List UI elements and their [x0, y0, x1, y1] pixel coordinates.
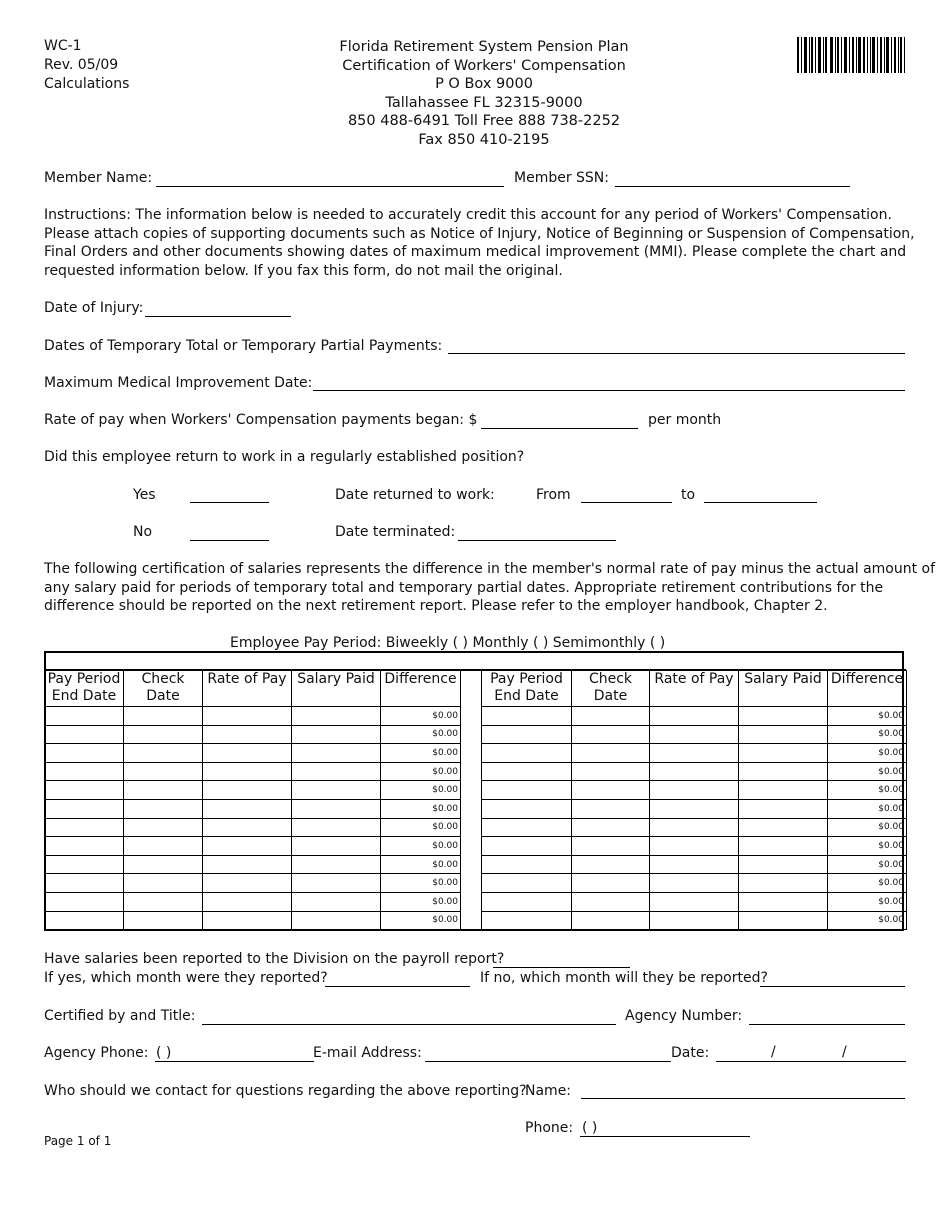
- pay-period-end-date-cell[interactable]: [45, 892, 124, 911]
- check-date-cell[interactable]: [572, 874, 650, 893]
- pay-period-end-date-cell[interactable]: [482, 911, 572, 930]
- check-date-cell[interactable]: [572, 744, 650, 763]
- header-address-1: P O Box 9000: [435, 76, 533, 93]
- salary-paid-cell[interactable]: [739, 725, 828, 744]
- column-header-text: Pay Period: [47, 671, 121, 687]
- difference-cell[interactable]: $0.00: [381, 762, 461, 781]
- salary-paid-cell[interactable]: [292, 725, 381, 744]
- rate-of-pay-cell[interactable]: [203, 781, 292, 800]
- column-header: [381, 671, 461, 707]
- salary-paid-cell[interactable]: [739, 707, 828, 726]
- table-row: [45, 855, 461, 874]
- agency-number-field[interactable]: [749, 1024, 905, 1025]
- pay-period-end-date-cell[interactable]: [45, 837, 124, 856]
- header-address-2: Tallahassee FL 32315-9000: [385, 94, 583, 111]
- column-header: [828, 671, 907, 707]
- difference-cell[interactable]: $0.00: [828, 707, 907, 726]
- pay-period-end-date-cell[interactable]: [45, 799, 124, 818]
- date-label: Date:: [671, 1045, 710, 1061]
- column-header-text: Date: [593, 688, 628, 704]
- table-row: [482, 744, 907, 763]
- pay-period-end-date-cell[interactable]: [45, 744, 124, 763]
- table-row: [482, 892, 907, 911]
- agency-phone-paren: ( ): [156, 1045, 172, 1061]
- salary-paid-cell[interactable]: [292, 874, 381, 893]
- instructions-line: requested information below. If you fax this form, do not mail the original.: [44, 262, 563, 279]
- rate-of-pay-cell[interactable]: [650, 725, 739, 744]
- rate-of-pay-cell[interactable]: [650, 744, 739, 763]
- date-returned-label: Date returned to work:: [335, 487, 495, 503]
- header-phone: 850 488-6491 Toll Free 888 738-2252: [347, 113, 621, 130]
- yes-label: Yes: [133, 487, 156, 503]
- instructions-line: Instructions: The information below is needed to accurately credit this account for any period of Workers' Compensation.: [44, 207, 892, 223]
- check-date-cell[interactable]: [572, 799, 650, 818]
- table-row: [45, 892, 461, 911]
- column-header-text: Salary Paid: [744, 671, 822, 687]
- difference-cell[interactable]: $0.00: [828, 874, 907, 893]
- agency-number-label: Agency Number:: [625, 1008, 743, 1024]
- pay-period-end-date-cell[interactable]: [482, 874, 572, 893]
- salary-paid-cell[interactable]: [292, 855, 381, 874]
- salary-paid-cell[interactable]: [739, 799, 828, 818]
- pay-period-end-date-cell[interactable]: [45, 725, 124, 744]
- rate-of-pay-cell[interactable]: [650, 837, 739, 856]
- header-title-1: Florida Retirement System Pension Plan: [339, 39, 629, 55]
- column-header-text: Difference: [830, 671, 904, 687]
- page-number: Page 1 of 1: [44, 1134, 112, 1148]
- table-header-row: [45, 671, 461, 707]
- difference-cell[interactable]: $0.00: [381, 781, 461, 800]
- rate-of-pay-cell[interactable]: [203, 874, 292, 893]
- difference-cell[interactable]: $0.00: [381, 818, 461, 837]
- table-row: [482, 911, 907, 930]
- check-date-cell[interactable]: [572, 855, 650, 874]
- difference-cell[interactable]: $0.00: [828, 892, 907, 911]
- dates-temporary-label: Dates of Temporary Total or Temporary Partial Payments:: [44, 338, 443, 354]
- column-header: [739, 671, 828, 707]
- if-yes-label: If yes, which month were they reported?: [44, 970, 328, 986]
- difference-cell[interactable]: $0.00: [828, 725, 907, 744]
- certification-line: any salary paid for periods of temporary total and temporary partial dates. Appropriate retirement contributions for the: [44, 579, 884, 596]
- yes-field[interactable]: [190, 502, 269, 503]
- difference-cell[interactable]: $0.00: [828, 799, 907, 818]
- date-slash: /: [842, 1044, 847, 1060]
- difference-cell[interactable]: $0.00: [381, 799, 461, 818]
- table-header-row: [482, 671, 907, 707]
- column-header: [650, 671, 739, 707]
- pay-period-end-date-cell[interactable]: [45, 707, 124, 726]
- check-date-cell[interactable]: [124, 874, 203, 893]
- table-row: [45, 744, 461, 763]
- salary-paid-cell[interactable]: [292, 707, 381, 726]
- pay-period-end-date-cell[interactable]: [45, 781, 124, 800]
- check-date-cell[interactable]: [572, 781, 650, 800]
- table-row: [45, 799, 461, 818]
- difference-cell[interactable]: $0.00: [381, 892, 461, 911]
- rate-of-pay-cell[interactable]: [203, 707, 292, 726]
- salary-paid-cell[interactable]: [739, 911, 828, 930]
- difference-cell[interactable]: $0.00: [828, 762, 907, 781]
- certification-paragraph: [44, 560, 936, 616]
- check-date-cell[interactable]: [124, 799, 203, 818]
- table-row: [482, 725, 907, 744]
- salaries-reported-label: Have salaries been reported to the Division on the payroll report?: [44, 951, 505, 967]
- check-date-cell[interactable]: [124, 744, 203, 763]
- difference-cell[interactable]: $0.00: [381, 855, 461, 874]
- rate-of-pay-cell[interactable]: [650, 799, 739, 818]
- check-date-cell[interactable]: [124, 855, 203, 874]
- agency-phone-label: Agency Phone:: [44, 1045, 149, 1061]
- salary-paid-cell[interactable]: [739, 892, 828, 911]
- column-header-text: Rate of Pay: [654, 671, 734, 687]
- difference-cell[interactable]: $0.00: [828, 744, 907, 763]
- rate-of-pay-cell[interactable]: [203, 744, 292, 763]
- instructions-paragraph: [44, 206, 915, 280]
- difference-cell[interactable]: $0.00: [828, 837, 907, 856]
- column-header-text: Date: [146, 688, 180, 704]
- table-row: [45, 762, 461, 781]
- column-header-text: Pay Period: [490, 671, 563, 687]
- form-subtitle: Calculations: [44, 76, 130, 92]
- table-row: [45, 818, 461, 837]
- email-field[interactable]: [425, 1061, 671, 1062]
- salary-paid-cell[interactable]: [739, 837, 828, 856]
- pay-period-end-date-cell[interactable]: [482, 892, 572, 911]
- date-of-injury-field[interactable]: [145, 316, 291, 317]
- member-name-label: Member Name:: [44, 170, 153, 186]
- salary-table-right: [481, 670, 907, 930]
- pay-period-end-date-cell[interactable]: [482, 725, 572, 744]
- return-question: Did this employee return to work in a regularly established position?: [44, 449, 525, 465]
- check-date-cell[interactable]: [124, 837, 203, 856]
- pay-period-end-date-cell[interactable]: [482, 744, 572, 763]
- table-row: [482, 855, 907, 874]
- instructions-line: Final Orders and other documents showing dates of maximum medical improvement (MMI). Please complete the chart and: [44, 244, 907, 261]
- salary-table-left: [44, 670, 461, 930]
- certification-line: difference should be reported on the next retirement report. Please refer to the employer handbook, Chapter 2.: [44, 598, 828, 615]
- header-title-2: Certification of Workers' Compensation: [342, 57, 626, 74]
- column-header-text: Salary Paid: [297, 671, 375, 687]
- check-date-cell[interactable]: [572, 762, 650, 781]
- difference-cell[interactable]: $0.00: [381, 725, 461, 744]
- member-ssn-label: Member SSN:: [514, 170, 609, 186]
- form-revision: Rev. 05/09: [44, 57, 119, 73]
- rate-of-pay-cell[interactable]: [650, 855, 739, 874]
- check-date-cell[interactable]: [572, 818, 650, 837]
- rate-of-pay-cell[interactable]: [650, 911, 739, 930]
- member-ssn-field[interactable]: [615, 186, 850, 187]
- agency-phone-field[interactable]: [155, 1061, 314, 1062]
- rate-of-pay-label: Rate of pay when Workers' Compensation payments began: $: [44, 412, 478, 428]
- column-header: [203, 671, 292, 707]
- rate-of-pay-cell[interactable]: [650, 874, 739, 893]
- column-header: [45, 671, 124, 707]
- salary-paid-cell[interactable]: [292, 818, 381, 837]
- rate-of-pay-cell[interactable]: [203, 911, 292, 930]
- difference-cell[interactable]: $0.00: [381, 874, 461, 893]
- column-header: [482, 671, 572, 707]
- column-header-text: Rate of Pay: [207, 671, 287, 687]
- difference-cell[interactable]: $0.00: [828, 911, 907, 930]
- salary-paid-cell[interactable]: [739, 874, 828, 893]
- email-label: E-mail Address:: [313, 1045, 422, 1061]
- table-row: [45, 837, 461, 856]
- to-label: to: [681, 487, 696, 503]
- barcode-icon: [797, 37, 905, 73]
- salary-paid-cell[interactable]: [292, 744, 381, 763]
- contact-phone-paren: ( ): [582, 1120, 598, 1136]
- pay-period-end-date-cell[interactable]: [45, 762, 124, 781]
- check-date-cell[interactable]: [124, 725, 203, 744]
- pay-period-end-date-cell[interactable]: [45, 818, 124, 837]
- from-label: From: [536, 487, 571, 503]
- table-row: [482, 799, 907, 818]
- column-header-text: Check: [588, 671, 633, 687]
- date-slash: /: [771, 1044, 776, 1060]
- salary-paid-cell[interactable]: [292, 781, 381, 800]
- dates-temporary-field[interactable]: [448, 353, 905, 354]
- contact-name-label: Name:: [525, 1083, 572, 1099]
- check-date-cell[interactable]: [572, 892, 650, 911]
- table-row: [482, 781, 907, 800]
- rate-of-pay-cell[interactable]: [650, 762, 739, 781]
- table-row: [482, 707, 907, 726]
- check-date-cell[interactable]: [572, 911, 650, 930]
- rate-of-pay-cell[interactable]: [203, 892, 292, 911]
- table-row: [45, 781, 461, 800]
- column-header-text: Difference: [384, 671, 457, 687]
- check-date-cell[interactable]: [124, 781, 203, 800]
- salary-paid-cell[interactable]: [739, 744, 828, 763]
- column-header-text: Check: [141, 671, 185, 687]
- column-header: [124, 671, 203, 707]
- table-row: [482, 818, 907, 837]
- salary-paid-cell[interactable]: [292, 892, 381, 911]
- check-date-cell[interactable]: [124, 762, 203, 781]
- salary-paid-cell[interactable]: [739, 855, 828, 874]
- table-row: [482, 874, 907, 893]
- check-date-cell[interactable]: [572, 725, 650, 744]
- difference-cell[interactable]: $0.00: [381, 911, 461, 930]
- date-of-injury-label: Date of Injury:: [44, 300, 144, 316]
- rate-of-pay-cell[interactable]: [203, 818, 292, 837]
- table-row: [482, 762, 907, 781]
- difference-cell[interactable]: $0.00: [828, 781, 907, 800]
- member-name-field[interactable]: [156, 186, 504, 187]
- pay-period-end-date-cell[interactable]: [482, 855, 572, 874]
- date-terminated-field[interactable]: [458, 540, 616, 541]
- rate-of-pay-cell[interactable]: [650, 818, 739, 837]
- pay-period-end-date-cell[interactable]: [45, 855, 124, 874]
- pay-period-selector[interactable]: Employee Pay Period: Biweekly ( ) Monthly ( ) Semimonthly ( ): [230, 635, 666, 651]
- rate-of-pay-cell[interactable]: [650, 781, 739, 800]
- check-date-cell[interactable]: [124, 892, 203, 911]
- check-date-cell[interactable]: [124, 818, 203, 837]
- check-date-cell[interactable]: [572, 707, 650, 726]
- salary-paid-cell[interactable]: [292, 837, 381, 856]
- mmi-date-label: Maximum Medical Improvement Date:: [44, 375, 313, 391]
- check-date-cell[interactable]: [124, 911, 203, 930]
- mmi-date-field[interactable]: [313, 390, 905, 391]
- difference-cell[interactable]: $0.00: [381, 837, 461, 856]
- table-row: [45, 725, 461, 744]
- table-row: [45, 874, 461, 893]
- header-fax: Fax 850 410-2195: [418, 131, 550, 148]
- rate-of-pay-cell[interactable]: [203, 837, 292, 856]
- column-header-text: End Date: [494, 688, 559, 704]
- rate-of-pay-cell[interactable]: [203, 855, 292, 874]
- difference-cell[interactable]: $0.00: [381, 744, 461, 763]
- pay-period-end-date-cell[interactable]: [482, 837, 572, 856]
- to-date-field[interactable]: [704, 502, 817, 503]
- contact-question: Who should we contact for questions regarding the above reporting?: [44, 1083, 527, 1099]
- salary-paid-cell[interactable]: [739, 781, 828, 800]
- form-code: WC-1: [44, 38, 82, 54]
- check-date-cell[interactable]: [572, 837, 650, 856]
- table-row: [45, 911, 461, 930]
- no-label: No: [133, 524, 153, 540]
- from-date-field[interactable]: [581, 502, 672, 503]
- pay-period-end-date-cell[interactable]: [482, 799, 572, 818]
- difference-cell[interactable]: $0.00: [381, 707, 461, 726]
- contact-phone-field[interactable]: [580, 1136, 750, 1137]
- pay-period-end-date-cell[interactable]: [45, 874, 124, 893]
- rate-of-pay-cell[interactable]: [650, 892, 739, 911]
- no-field[interactable]: [190, 540, 269, 541]
- salaries-reported-field[interactable]: [493, 967, 630, 968]
- rate-of-pay-cell[interactable]: [203, 725, 292, 744]
- date-field[interactable]: [716, 1061, 906, 1062]
- table-row: [45, 707, 461, 726]
- if-no-label: If no, which month will they be reported?: [480, 970, 768, 986]
- column-header: [572, 671, 650, 707]
- pay-period-end-date-cell[interactable]: [482, 781, 572, 800]
- salary-paid-cell[interactable]: [292, 799, 381, 818]
- salary-paid-cell[interactable]: [739, 818, 828, 837]
- contact-name-field[interactable]: [581, 1098, 905, 1099]
- certification-line: The following certification of salaries represents the difference in the member's normal rate of pay minus the actual amount of: [44, 561, 936, 577]
- if-no-field[interactable]: [760, 986, 905, 987]
- rate-of-pay-cell[interactable]: [203, 762, 292, 781]
- pay-period-end-date-cell[interactable]: [482, 818, 572, 837]
- certified-by-field[interactable]: [202, 1024, 616, 1025]
- pay-period-end-date-cell[interactable]: [482, 762, 572, 781]
- difference-cell[interactable]: $0.00: [828, 855, 907, 874]
- if-yes-field[interactable]: [325, 986, 470, 987]
- rate-of-pay-field[interactable]: [481, 428, 638, 429]
- pay-period-end-date-cell[interactable]: [482, 707, 572, 726]
- per-month-label: per month: [648, 412, 722, 428]
- rate-of-pay-cell[interactable]: [203, 799, 292, 818]
- salary-paid-cell[interactable]: [739, 762, 828, 781]
- pay-period-end-date-cell[interactable]: [45, 911, 124, 930]
- instructions-line: Please attach copies of supporting documents such as Notice of Injury, Notice of Beginning or Suspension of Compensation,: [44, 225, 915, 242]
- table-row: [482, 837, 907, 856]
- difference-cell[interactable]: $0.00: [828, 818, 907, 837]
- column-header-text: End Date: [51, 688, 117, 704]
- column-header: [292, 671, 381, 707]
- date-terminated-label: Date terminated:: [335, 524, 456, 540]
- check-date-cell[interactable]: [124, 707, 203, 726]
- salary-paid-cell[interactable]: [292, 911, 381, 930]
- contact-phone-label: Phone:: [525, 1120, 574, 1136]
- salary-paid-cell[interactable]: [292, 762, 381, 781]
- rate-of-pay-cell[interactable]: [650, 707, 739, 726]
- certified-by-label: Certified by and Title:: [44, 1008, 196, 1024]
